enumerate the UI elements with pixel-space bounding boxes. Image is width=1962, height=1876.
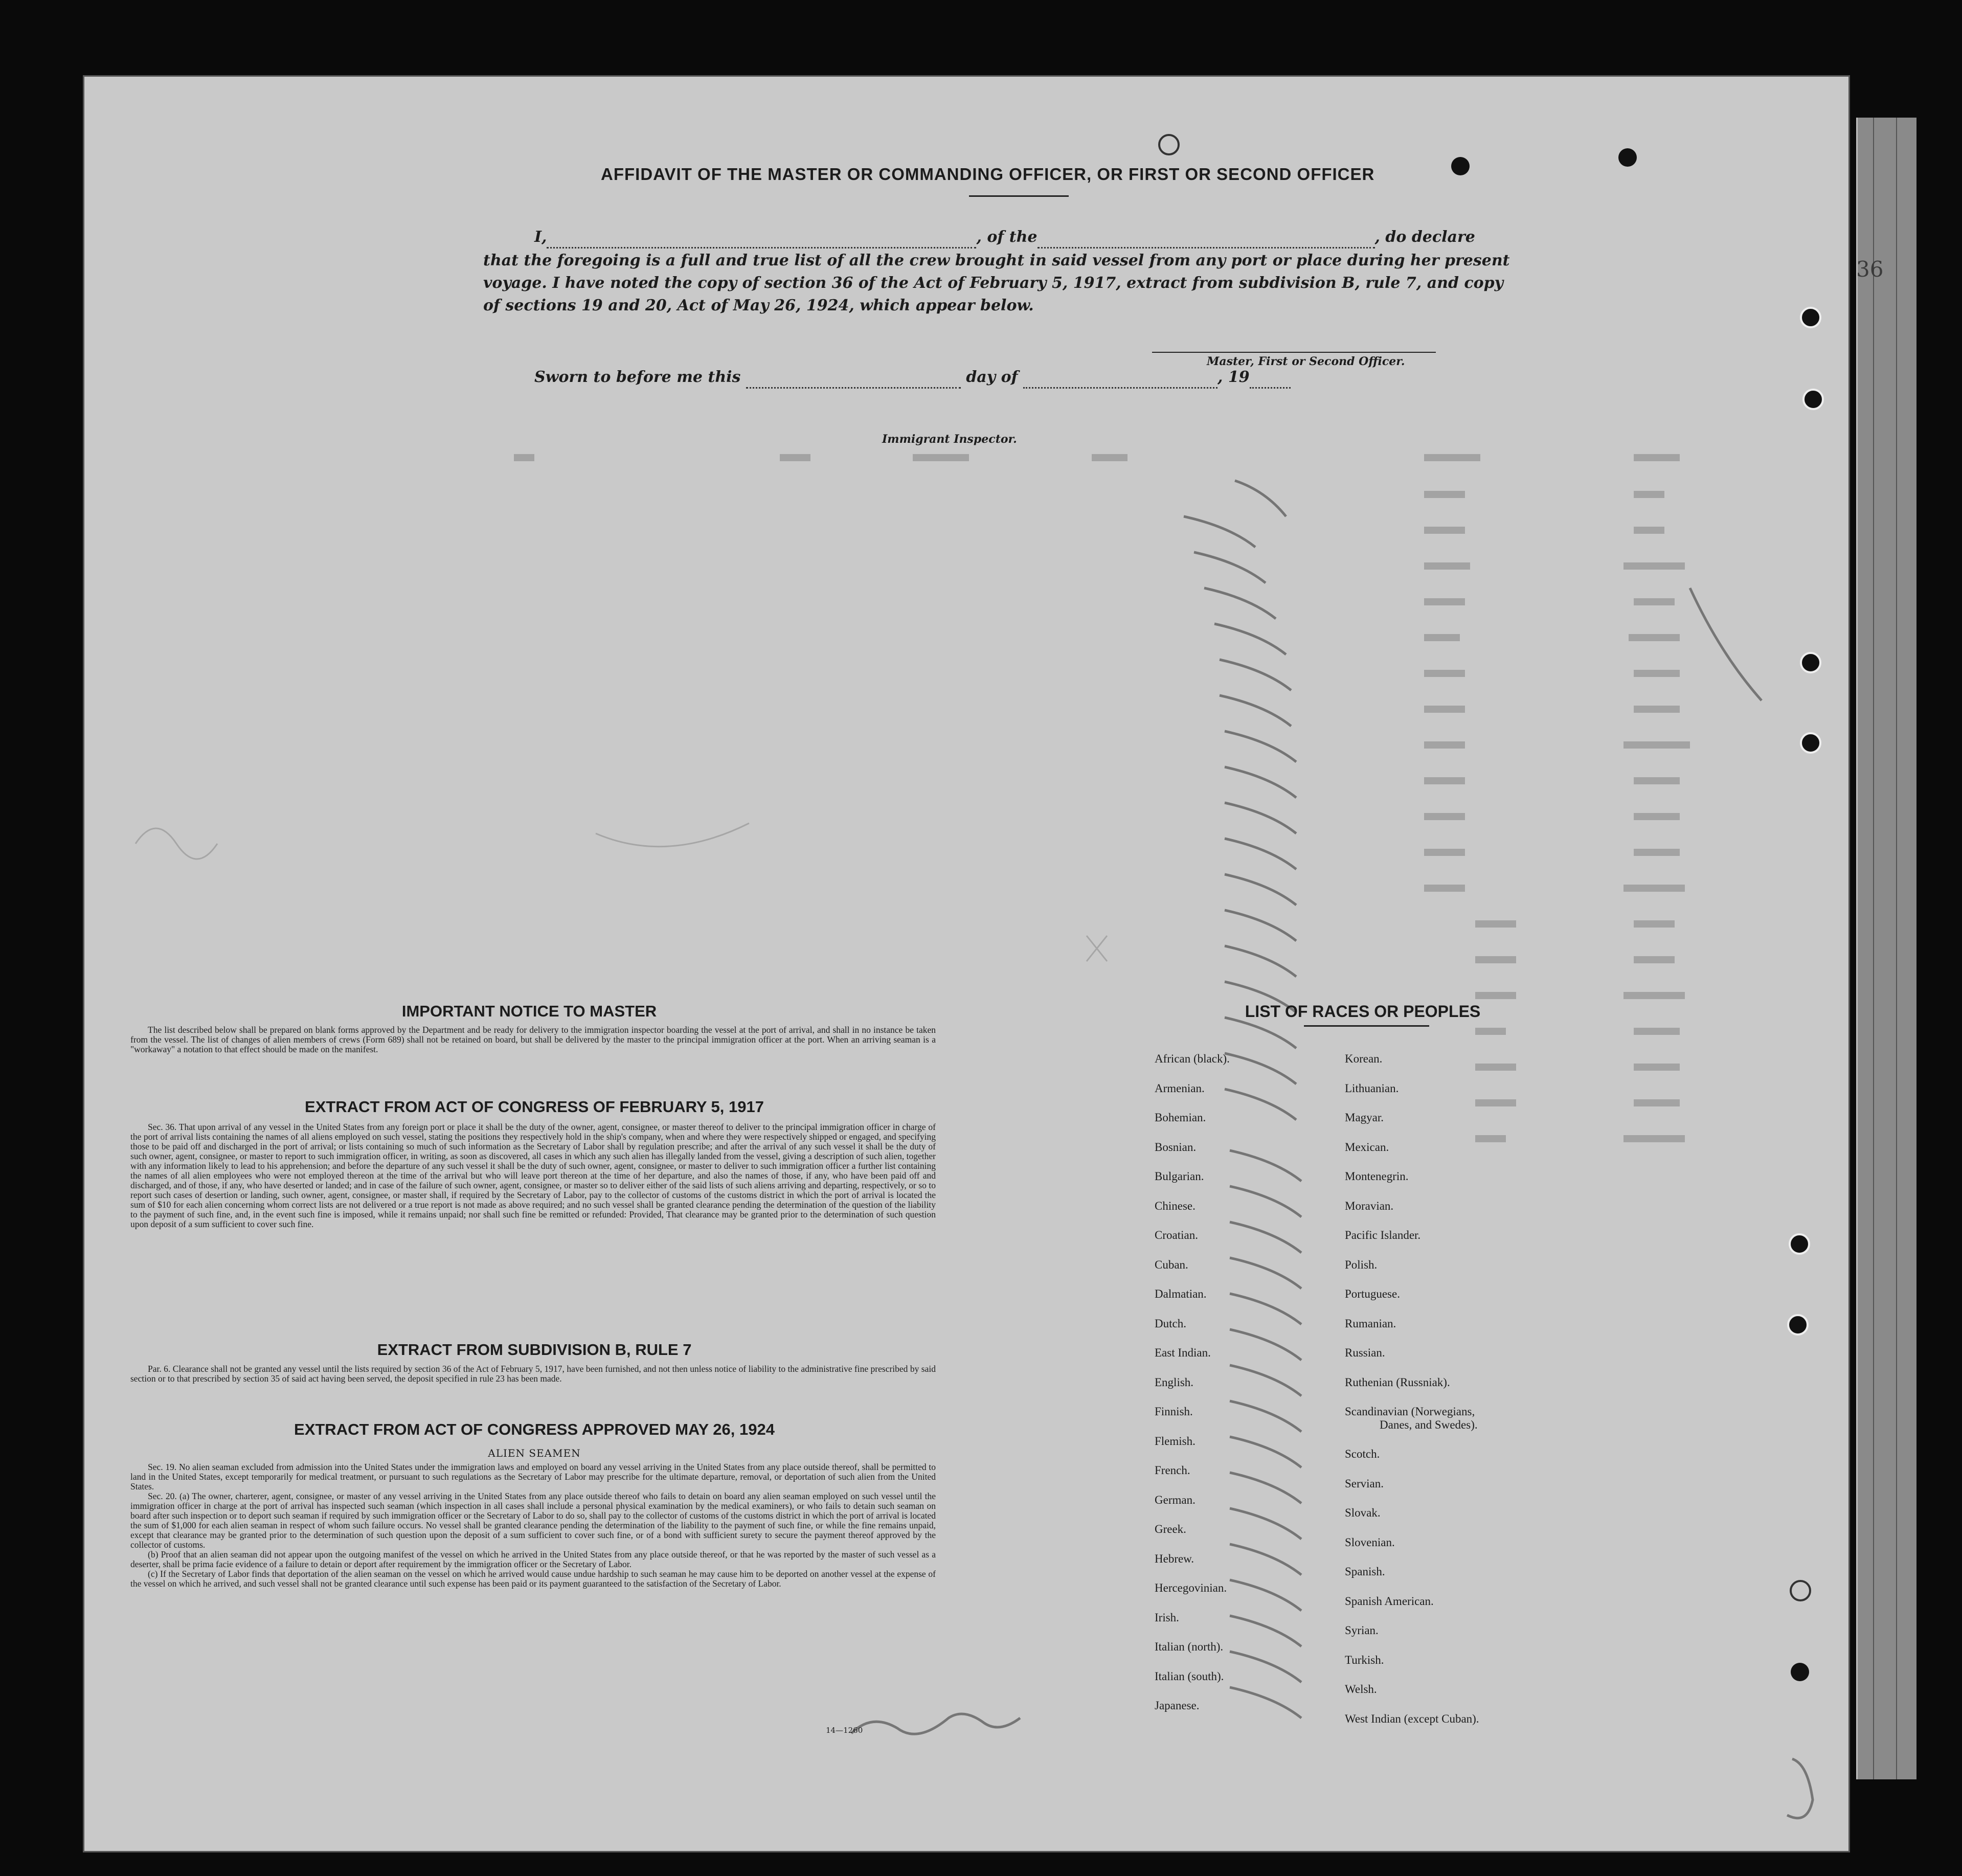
sworn-text: Sworn to before me this — [534, 368, 741, 386]
affidavit-of-the: , of the — [976, 228, 1038, 246]
extract-1917-title: EXTRACT FROM ACT OF CONGRESS OF FEBRUARY 5, 1917 — [305, 1098, 764, 1116]
sec-20c: (c) If the Secretary of Labor finds that deportation of the alien seaman on the vessel on which he arrived would cause undue hardship to such seaman he may cause him to be deported on another vessel at the expense of the vessel on which he arrived, and such vessel shall not be granted clearance until such expense has been paid or its payment guaranteed to the satisfaction of the Secretary of Labor. — [130, 1569, 936, 1589]
race-item: Pacific Islander. — [1345, 1229, 1421, 1241]
extract-1924-title: EXTRACT FROM ACT OF CONGRESS APPROVED MAY 26, 1924 — [294, 1420, 775, 1438]
binder-hole — [1789, 1233, 1810, 1255]
race-item: Mexican. — [1345, 1140, 1389, 1154]
binder-hole — [1791, 1663, 1809, 1681]
race-item: Polish. — [1345, 1258, 1378, 1271]
form-number: 14—1260 — [826, 1726, 863, 1735]
affidavit-line-4: of sections 19 and 20, Act of May 26, 1924, which appear below. — [483, 297, 1034, 314]
race-item: Spanish American. — [1345, 1594, 1434, 1608]
race-item: Slovak. — [1345, 1506, 1381, 1520]
race-item: Portuguese. — [1345, 1287, 1400, 1300]
race-item: Scotch. — [1345, 1448, 1380, 1461]
race-item: Finnish. — [1155, 1405, 1193, 1418]
race-item: Croatian. — [1155, 1229, 1198, 1241]
race-item: Dutch. — [1155, 1317, 1186, 1330]
races-title-underline — [1304, 1025, 1429, 1027]
binder-hole — [1618, 148, 1637, 167]
race-item: Scandinavian (Norwegians, — [1345, 1405, 1475, 1418]
binder-hole — [1800, 732, 1821, 754]
extract-rule7-title: EXTRACT FROM SUBDIVISION B, RULE 7 — [377, 1341, 692, 1359]
race-item: Bosnian. — [1155, 1140, 1197, 1154]
affidavit-declare: , do declare — [1374, 228, 1475, 246]
race-item: Ruthenian (Russniak). — [1345, 1375, 1450, 1389]
race-item: Irish. — [1155, 1611, 1179, 1624]
document-page — [84, 77, 1884, 1851]
binder-hole — [1800, 652, 1821, 673]
binder-hole — [1802, 389, 1824, 410]
race-item: Bohemian. — [1155, 1111, 1206, 1124]
extract-rule7-text: Par. 6. Clearance shall not be granted any vessel until the lists required by section 36 of the Act of February 5, 1917, have been furnished, and not then unless notice of liability to the administrative fine prescribed by said section or to that prescribed by section 35 of said act having been served, the deposit specified in rule 23 has been made. — [130, 1364, 936, 1384]
race-item: Hebrew. — [1155, 1552, 1194, 1565]
race-item: Cuban. — [1155, 1258, 1188, 1271]
race-item: Slovenian. — [1345, 1535, 1395, 1549]
race-item: West Indian (except Cuban). — [1345, 1712, 1479, 1725]
notice-text: The list described below shall be prepared on blank forms approved by the Department and be ready for delivery to the immigration inspector boarding the vessel at the port of arrival, and shall in no instance be taken from the vessel. The list of changes of alien members of crews (Form 689) shall not be retained on board, but shall be delivered by the master to the principal immigration officer at the port. When an arriving seaman is a "workaway" a notation to that effect should be made on the manifest. — [130, 1025, 936, 1054]
race-item: Servian. — [1345, 1477, 1384, 1490]
race-item: Chinese. — [1155, 1199, 1196, 1212]
binder-hole — [1790, 1580, 1811, 1601]
affidavit-line-3: voyage. I have noted the copy of section 36 of the Act of February 5, 1917, extract from subdivision B, rule 7, and copy — [483, 274, 1504, 292]
race-item: Italian (south). — [1155, 1669, 1224, 1683]
binder-hole — [1451, 157, 1470, 175]
affidavit-title: AFFIDAVIT OF THE MASTER OR COMMANDING OFFICER, OR FIRST OR SECOND OFFICER — [601, 165, 1375, 184]
sec-19: Sec. 19. No alien seaman excluded from admission into the United States under the immigration laws and employed on board any vessel arriving in the United States from any place outside thereof, shall be permitted to land in the United States, except temporarily for medical treatment, or pursuant to such regulations as the Secretary of Labor may prescribe for the ultimate departure, removal, or deportation of such alien from the United States. — [130, 1462, 936, 1491]
sec-20a: Sec. 20. (a) The owner, charterer, agent, consignee, or master of any vessel arriving in the United States from any place outside thereof who fails to detain on board any alien seaman employed on such vessel until the immigration officer in charge at the port of arrival has inspected such seaman (which inspection in all cases shall include a personal physical examination by the medical examiners), or who fails to detain such seaman on board after such inspection or to deport such seaman if required by such immigration officer or the Secretary of Labor to do so, shall pay to the collector of customs of the customs district in which the port of arrival is located the sum of $1,000 for each alien seaman in respect of whom such failure occurs. No vessel shall be granted clearance pending the determination of the liability to the payment of such fine, or while the fine remains unpaid, except that clearance may be granted prior to the determination of such question upon the deposit of a sum sufficient to cover such fine, or of a bond with sufficient surety to secure the payment thereof approved by the collector of customs. — [130, 1491, 936, 1550]
race-item: Hercegovinian. — [1155, 1581, 1227, 1594]
race-item: Lithuanian. — [1345, 1081, 1399, 1095]
race-item: Montenegrin. — [1345, 1170, 1409, 1183]
race-item: German. — [1155, 1493, 1196, 1506]
race-item: Flemish. — [1155, 1434, 1196, 1448]
notice-title: IMPORTANT NOTICE TO MASTER — [401, 1002, 657, 1020]
race-item: Danes, and Swedes). — [1380, 1418, 1478, 1431]
race-item: Magyar. — [1345, 1111, 1384, 1124]
race-item: Dalmatian. — [1155, 1287, 1207, 1300]
extract-1924-text — [130, 1462, 936, 1589]
race-item: Russian. — [1345, 1346, 1385, 1359]
race-item: Armenian. — [1155, 1081, 1205, 1095]
race-item: Spanish. — [1345, 1565, 1385, 1578]
underlying-page-strip — [1856, 118, 1916, 1779]
binder-hole — [1787, 1314, 1809, 1336]
inspector-caption: Immigrant Inspector. — [882, 433, 1017, 446]
sworn-year: , 19 — [1217, 368, 1250, 386]
binder-hole — [1800, 307, 1821, 328]
race-item: African (black). — [1155, 1052, 1230, 1065]
page-number: 36 — [1856, 257, 1884, 282]
extract-1917-text: Sec. 36. That upon arrival of any vessel in the United States from any foreign port or place it shall be the duty of the owner, agent, consignee, or master thereof to deliver to the principal immigration officer in charge of the port of arrival lists containing the names of all aliens employed on such vessel, stating the positions they respectively hold in the ship's company, when and where they were respectively shipped or engaged, and specifying those to be paid off and discharged in the port of arrival; or lists containing so much of such information as the Secretary of Labor shall by regulation prescribe; and after the arrival of any such vessel it shall be the duty of such owner, agent, consignee, or master to report to such immigration officer, in writing, as soon as discovered, all cases in which any such alien has illegally landed from the vessel, giving a description of such alien, together with any information likely to lead to his apprehension; and before the departure of any such vessel it shall be the duty of such owner, agent, consignee, or master to deliver to such immigration officer a further list containing the names of all alien employees who were not employed thereon at the time of the arrival but who will leave port thereon at the time of her departure, and also the names of those, if any, who have been paid off and discharged, and of those, if any, who have deserted or landed; and in case of the failure of such owner, agent, consignee, or master so to deliver either of the said lists of such aliens arriving and departing, respectively, or so to report such cases of desertion or landing, such owner, agent, consignee, or master shall, if required by the Secretary of Labor, pay to the collector of customs of the customs district in which the port of arrival is located the sum of $10 for each alien concerning whom correct lists are not delivered or a true report is not made as above required; and no such vessel shall be granted clearance pending the determination of the question of the liability to the payment of such fine, and, in the event such fine is imposed, while it remains unpaid; nor shall such fine be remitted or refunded: Provided, That clearance may be granted prior to the determination of such question upon deposit of a sum sufficient to cover such fine. — [130, 1122, 936, 1229]
race-item: Italian (north). — [1155, 1640, 1224, 1653]
race-item: French. — [1155, 1464, 1190, 1477]
affidavit-i: I, — [534, 228, 547, 246]
race-item: Syrian. — [1345, 1624, 1379, 1637]
sec-20b: (b) Proof that an alien seaman did not appear upon the outgoing manifest of the vessel on which he arrived in the United States from any place outside thereof, or that he was reported by the master of such vessel as a deserter, shall be prima facie evidence of a failure to detain or deport after requirement by the immigration officer or the Secretary of Labor. — [130, 1549, 936, 1569]
race-item: Greek. — [1155, 1523, 1186, 1535]
race-item: Korean. — [1345, 1052, 1383, 1065]
race-item: Rumanian. — [1345, 1317, 1396, 1330]
affidavit-line-2: that the foregoing is a full and true list of all the crew brought in said vessel from any port or place during her present — [483, 252, 1510, 269]
sworn-day: day of — [966, 368, 1018, 386]
race-item: English. — [1155, 1375, 1194, 1389]
binder-hole — [1158, 134, 1180, 155]
race-item: Welsh. — [1345, 1683, 1377, 1696]
race-item: Turkish. — [1345, 1653, 1384, 1666]
race-item: Bulgarian. — [1155, 1170, 1204, 1183]
race-item: East Indian. — [1155, 1346, 1211, 1359]
race-item: Moravian. — [1345, 1199, 1394, 1212]
alien-seamen-subtitle: ALIEN SEAMEN — [488, 1447, 581, 1459]
signature-caption: Master, First or Second Officer. — [1207, 355, 1405, 368]
races-title: LIST OF RACES OR PEOPLES — [1245, 1002, 1481, 1021]
race-item: Japanese. — [1155, 1699, 1200, 1712]
